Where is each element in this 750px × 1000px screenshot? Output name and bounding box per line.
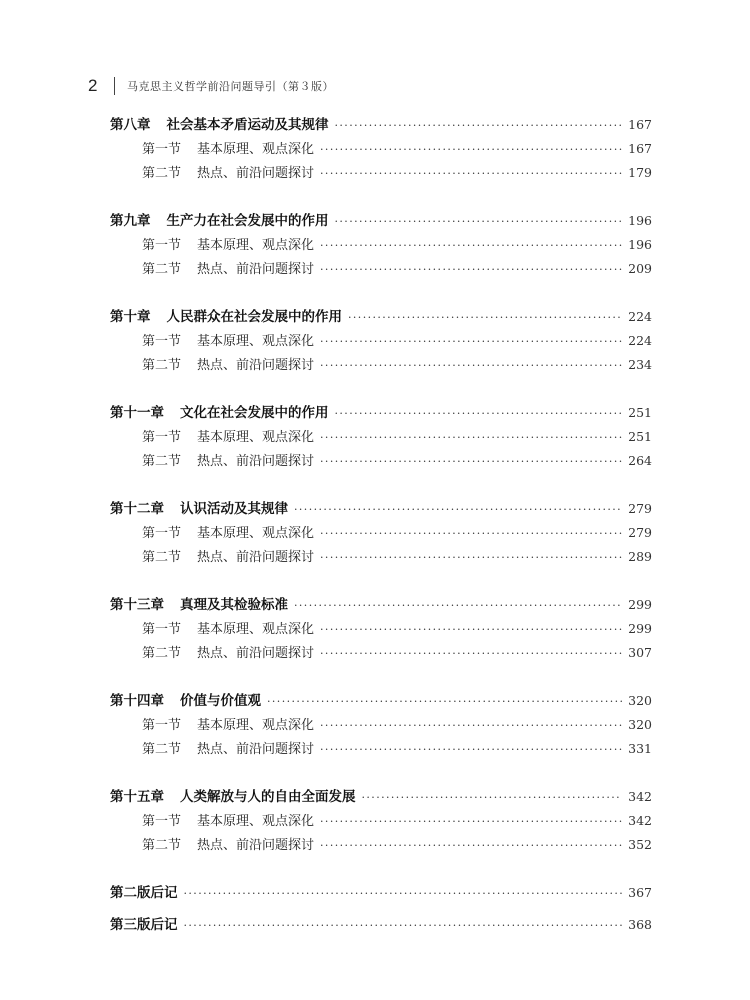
chapter-page-number: 251 xyxy=(628,405,652,420)
section-page-number: 196 xyxy=(628,237,652,252)
section-number: 第一节 xyxy=(142,622,182,637)
chapter-page-number: 196 xyxy=(628,213,652,228)
chapter-number: 第十一章 xyxy=(110,405,164,421)
chapter-spacer xyxy=(110,569,652,593)
dot-leader xyxy=(184,882,623,905)
page-number: 2 xyxy=(88,76,98,95)
postscript-spacer xyxy=(110,905,652,913)
chapter-number: 第十章 xyxy=(110,309,151,325)
dot-leader xyxy=(320,738,622,761)
chapter-title: 人类解放与人的自由全面发展 xyxy=(180,789,356,805)
toc-chapter-entry[interactable] xyxy=(110,305,652,329)
dot-leader xyxy=(335,402,623,425)
section-number: 第一节 xyxy=(142,430,182,445)
section-number: 第一节 xyxy=(142,526,182,541)
chapter-spacer xyxy=(110,473,652,497)
toc-section-entry[interactable] xyxy=(110,353,652,377)
dot-leader xyxy=(320,642,622,665)
dot-leader xyxy=(320,234,622,257)
chapter-page-number: 279 xyxy=(628,501,652,516)
section-title: 基本原理、观点深化 xyxy=(197,238,315,253)
dot-leader xyxy=(320,426,622,449)
section-title: 热点、前沿问题探讨 xyxy=(197,454,315,469)
toc-chapter-entry[interactable] xyxy=(110,593,652,617)
toc-section-entry[interactable] xyxy=(110,161,652,185)
chapter-number: 第十五章 xyxy=(110,789,164,805)
toc-section-entry[interactable] xyxy=(110,329,652,353)
chapter-title: 生产力在社会发展中的作用 xyxy=(166,213,329,229)
section-title: 基本原理、观点深化 xyxy=(197,622,315,637)
toc-chapter-entry[interactable] xyxy=(110,209,652,233)
chapter-title: 社会基本矛盾运动及其规律 xyxy=(166,117,329,133)
dot-leader xyxy=(320,810,622,833)
section-page-number: 264 xyxy=(628,453,652,468)
toc-postscript-entry[interactable] xyxy=(110,913,652,937)
dot-leader xyxy=(267,690,622,713)
section-number: 第二节 xyxy=(142,454,182,469)
toc-section-entry[interactable] xyxy=(110,833,652,857)
toc-chapter-entry[interactable] xyxy=(110,113,652,137)
chapter-number: 第十四章 xyxy=(110,693,164,709)
toc-chapter-entry[interactable] xyxy=(110,689,652,713)
dot-leader xyxy=(348,306,622,329)
dot-leader xyxy=(320,258,622,281)
section-number: 第二节 xyxy=(142,166,182,181)
page-header xyxy=(88,74,334,98)
toc-section-entry[interactable] xyxy=(110,257,652,281)
section-page-number: 307 xyxy=(628,645,652,660)
toc-section-entry[interactable] xyxy=(110,425,652,449)
toc-section-entry[interactable] xyxy=(110,641,652,665)
section-number: 第二节 xyxy=(142,838,182,853)
chapter-title: 真理及其检验标准 xyxy=(180,597,288,613)
chapter-number: 第八章 xyxy=(110,117,151,133)
toc-chapter-entry[interactable] xyxy=(110,497,652,521)
section-number: 第二节 xyxy=(142,262,182,277)
dot-leader xyxy=(320,162,622,185)
toc-section-entry[interactable] xyxy=(110,233,652,257)
section-page-number: 320 xyxy=(628,717,652,732)
dot-leader xyxy=(320,138,622,161)
dot-leader xyxy=(320,522,622,545)
section-number: 第二节 xyxy=(142,550,182,565)
postscript-spacer xyxy=(110,857,652,881)
dot-leader xyxy=(335,114,623,137)
postscript-page-number: 368 xyxy=(628,917,652,932)
dot-leader xyxy=(294,498,622,521)
chapter-page-number: 224 xyxy=(628,309,652,324)
dot-leader xyxy=(320,330,622,353)
section-number: 第二节 xyxy=(142,646,182,661)
section-title: 热点、前沿问题探讨 xyxy=(197,358,315,373)
section-page-number: 289 xyxy=(628,549,652,564)
chapter-title: 认识活动及其规律 xyxy=(180,501,288,517)
toc-section-entry[interactable] xyxy=(110,137,652,161)
section-number: 第一节 xyxy=(142,814,182,829)
section-page-number: 209 xyxy=(628,261,652,276)
postscript-title: 第三版后记 xyxy=(110,917,178,933)
chapter-page-number: 342 xyxy=(628,789,652,804)
chapter-page-number: 167 xyxy=(628,117,652,132)
toc-chapter-entry[interactable] xyxy=(110,401,652,425)
section-title: 基本原理、观点深化 xyxy=(197,142,315,157)
dot-leader xyxy=(320,450,622,473)
table-of-contents xyxy=(110,113,652,937)
section-page-number: 167 xyxy=(628,141,652,156)
section-page-number: 299 xyxy=(628,621,652,636)
toc-section-entry[interactable] xyxy=(110,737,652,761)
section-page-number: 331 xyxy=(628,741,652,756)
chapter-spacer xyxy=(110,377,652,401)
dot-leader xyxy=(320,834,622,857)
section-page-number: 279 xyxy=(628,525,652,540)
section-title: 基本原理、观点深化 xyxy=(197,718,315,733)
section-title: 基本原理、观点深化 xyxy=(197,430,315,445)
toc-section-entry[interactable] xyxy=(110,449,652,473)
toc-chapter-entry[interactable] xyxy=(110,785,652,809)
section-title: 基本原理、观点深化 xyxy=(197,334,315,349)
section-number: 第二节 xyxy=(142,742,182,757)
postscript-title: 第二版后记 xyxy=(110,885,178,901)
postscript-page-number: 367 xyxy=(628,885,652,900)
chapter-title: 人民群众在社会发展中的作用 xyxy=(166,309,342,325)
section-title: 热点、前沿问题探讨 xyxy=(197,742,315,757)
section-title: 热点、前沿问题探讨 xyxy=(197,262,315,277)
dot-leader xyxy=(184,914,623,937)
section-title: 热点、前沿问题探讨 xyxy=(197,550,315,565)
chapter-spacer xyxy=(110,761,652,785)
section-title: 热点、前沿问题探讨 xyxy=(197,166,315,181)
section-page-number: 224 xyxy=(628,333,652,348)
section-title: 基本原理、观点深化 xyxy=(197,526,315,541)
dot-leader xyxy=(294,594,622,617)
chapter-number: 第十二章 xyxy=(110,501,164,517)
section-page-number: 234 xyxy=(628,357,652,372)
section-title: 基本原理、观点深化 xyxy=(197,814,315,829)
running-title: 马克思主义哲学前沿问题导引（第３版） xyxy=(127,80,334,93)
chapter-spacer xyxy=(110,665,652,689)
dot-leader xyxy=(320,546,622,569)
toc-section-entry[interactable] xyxy=(110,521,652,545)
toc-postscript-entry[interactable] xyxy=(110,881,652,905)
chapter-spacer xyxy=(110,185,652,209)
chapter-number: 第九章 xyxy=(110,213,151,229)
chapter-title: 文化在社会发展中的作用 xyxy=(180,405,329,421)
chapter-page-number: 299 xyxy=(628,597,652,612)
section-page-number: 342 xyxy=(628,813,652,828)
toc-section-entry[interactable] xyxy=(110,809,652,833)
chapter-page-number: 320 xyxy=(628,693,652,708)
toc-section-entry[interactable] xyxy=(110,713,652,737)
chapter-number: 第十三章 xyxy=(110,597,164,613)
section-title: 热点、前沿问题探讨 xyxy=(197,838,315,853)
toc-section-entry[interactable] xyxy=(110,617,652,641)
section-title: 热点、前沿问题探讨 xyxy=(197,646,315,661)
section-page-number: 179 xyxy=(628,165,652,180)
dot-leader xyxy=(320,714,622,737)
section-number: 第一节 xyxy=(142,334,182,349)
section-number: 第二节 xyxy=(142,358,182,373)
header-divider xyxy=(114,77,115,95)
section-page-number: 352 xyxy=(628,837,652,852)
dot-leader xyxy=(335,210,623,233)
chapter-spacer xyxy=(110,281,652,305)
toc-section-entry[interactable] xyxy=(110,545,652,569)
chapter-title: 价值与价值观 xyxy=(180,693,261,709)
dot-leader xyxy=(320,354,622,377)
section-number: 第一节 xyxy=(142,142,182,157)
section-page-number: 251 xyxy=(628,429,652,444)
section-number: 第一节 xyxy=(142,238,182,253)
section-number: 第一节 xyxy=(142,718,182,733)
dot-leader xyxy=(362,786,623,809)
dot-leader xyxy=(320,618,622,641)
